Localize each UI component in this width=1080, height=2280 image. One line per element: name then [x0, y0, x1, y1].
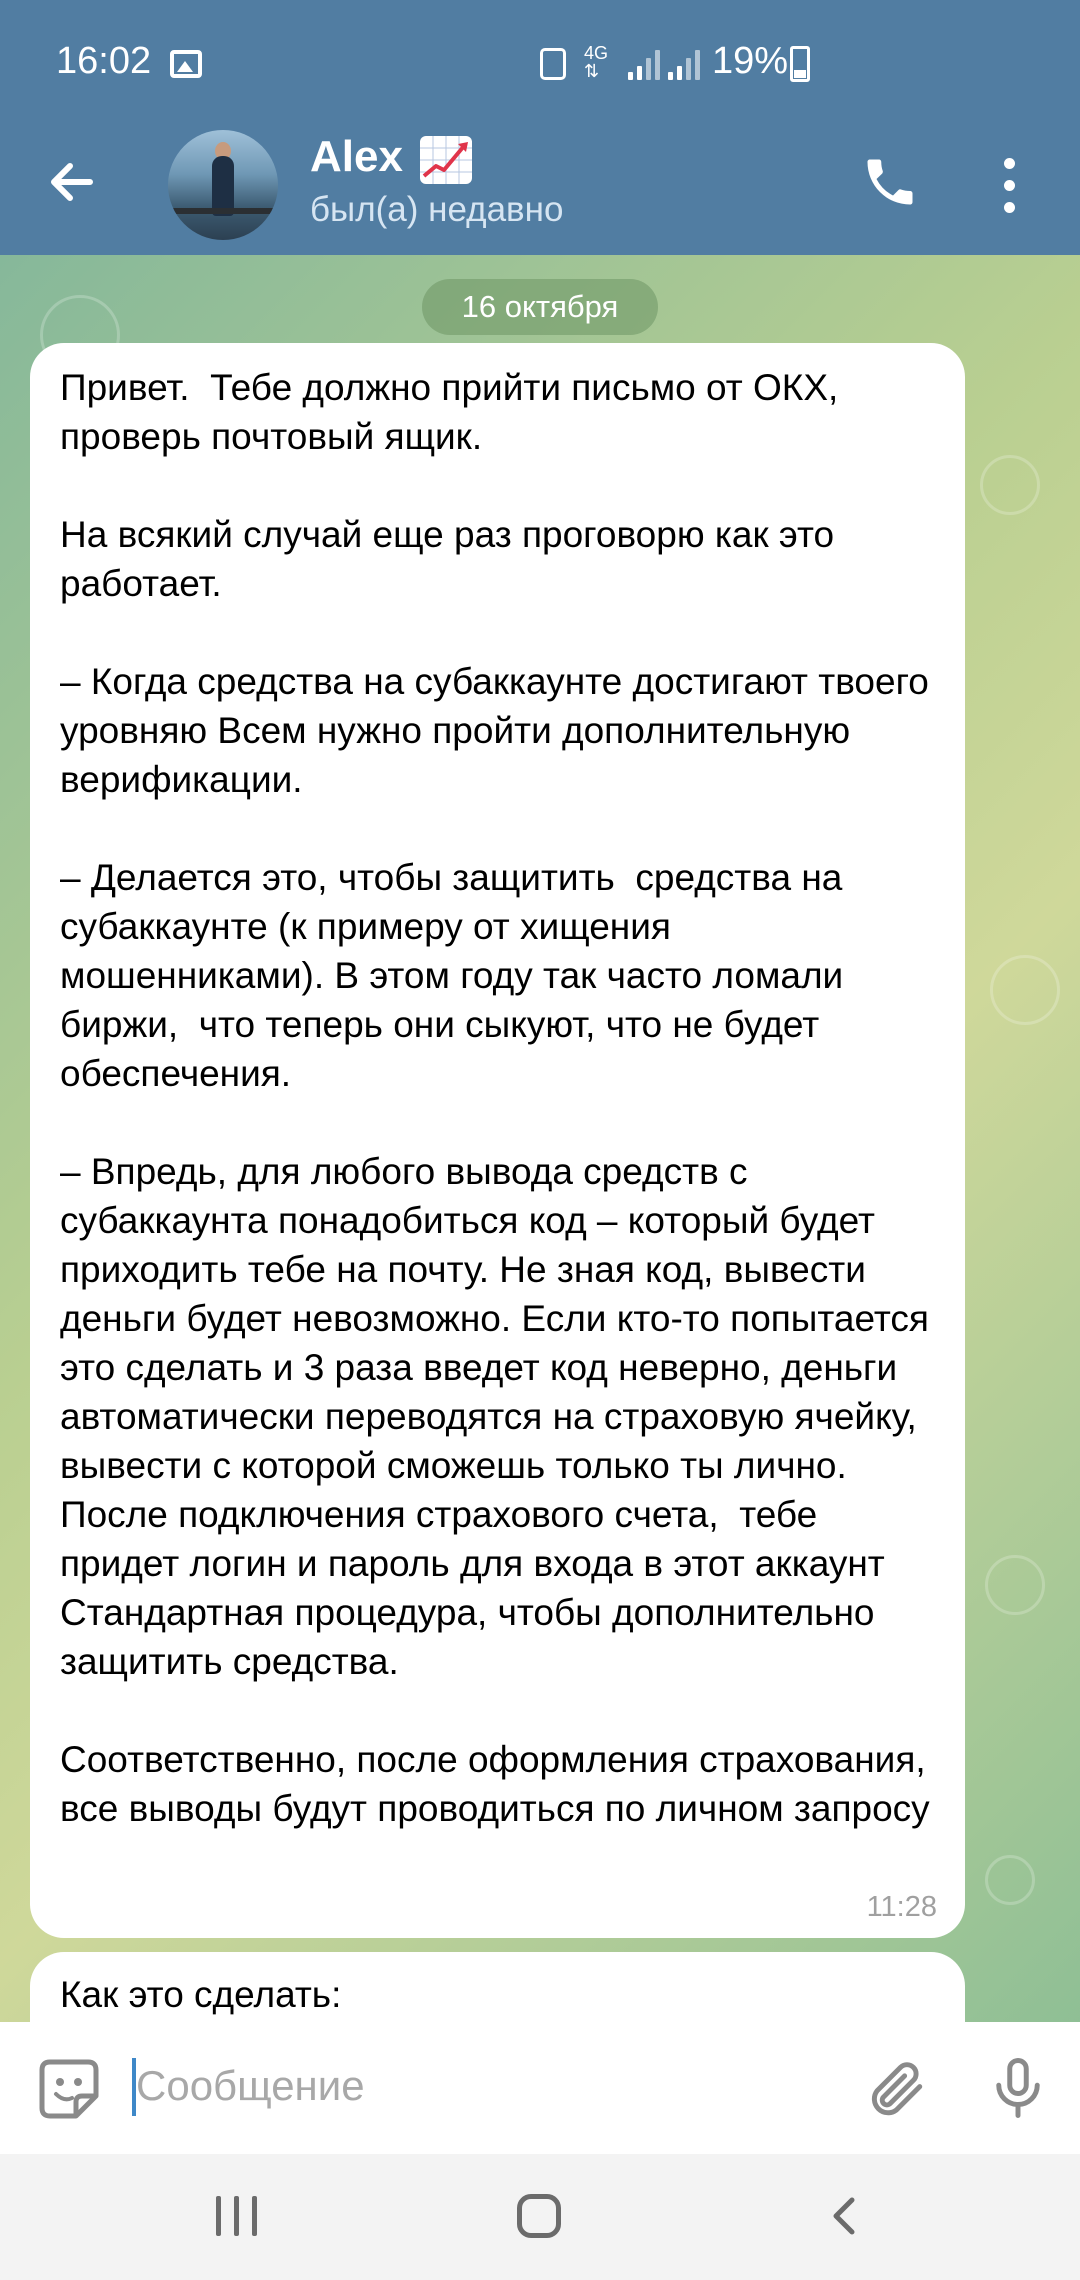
message-text: Как это сделать:	[60, 1974, 342, 2015]
wallpaper-doodle	[980, 455, 1040, 515]
status-bar	[0, 0, 1080, 130]
emoji-sticker-icon[interactable]	[36, 2056, 102, 2122]
avatar[interactable]	[168, 130, 278, 240]
contact-status: был(а) недавно	[310, 190, 564, 229]
message-input-bar	[0, 2022, 1080, 2154]
status-time: 16:02	[56, 40, 152, 82]
recent-apps-icon[interactable]	[216, 2196, 260, 2236]
gallery-icon	[170, 50, 202, 78]
message-text: Привет. Тебе должно прийти письмо от ОКХ, проверь почтовый ящик. На всякий случай еще раз проговорю как это работает. – Когда средства на субаккаунте достигают твоего уровняю Всем нужно пройти дополнительную верификации. – Делается это, чтобы защитить средства на субаккаунте (к примеру от хищения мошенниками). В этом году так часто ломали биржи, что теперь они сыкуют, что не будет обеспечения. – Впредь, для любого вывода средств с субаккаунта понадобиться код – который будет приходить тебе на почту. Не зная код, вывести деньги будет невозможно. Если кто-то попытается это сделать и 3 раза введет код неверно, деньги автоматически переводятся на страховую ячейку, вывести с которой сможешь только ты лично. После подключения страхового счета, тебе придет логин и пароль для входа в этот аккаунт Стандартная процедура, чтобы дополнительно защитить средства. Соответственно, после оформления страхования, все выводы будут проводиться по личном запросу	[60, 367, 930, 1829]
chat-header	[0, 130, 1080, 255]
wallpaper-doodle	[985, 1555, 1045, 1615]
message-time: 11:28	[866, 1891, 937, 1923]
chart-increasing-emoji-icon	[420, 136, 472, 184]
signal-icon	[668, 48, 704, 80]
date-separator: 16 октября	[422, 279, 658, 335]
microphone-icon[interactable]	[985, 2052, 1051, 2124]
chat-area[interactable]	[0, 255, 1080, 2022]
battery-charging-icon	[790, 46, 810, 82]
wallpaper-doodle	[990, 955, 1060, 1025]
contact-name[interactable]: Alex	[310, 132, 403, 181]
back-arrow-icon[interactable]	[42, 152, 102, 212]
battery-percent: 19%	[712, 40, 789, 82]
recycle-icon	[540, 48, 566, 80]
message-bubble[interactable]	[30, 1952, 965, 2022]
message-input[interactable]	[132, 2050, 832, 2126]
back-icon[interactable]	[822, 2192, 870, 2240]
signal-icon	[628, 48, 664, 80]
more-vertical-icon[interactable]	[1000, 156, 1020, 216]
system-nav-bar	[0, 2154, 1080, 2280]
message-bubble[interactable]	[30, 343, 965, 1938]
phone-icon[interactable]	[860, 152, 920, 212]
message-placeholder: Сообщение	[136, 2062, 365, 2109]
network-type-label: 4G ⇅	[584, 43, 609, 81]
home-icon[interactable]	[517, 2194, 561, 2238]
paperclip-icon[interactable]	[862, 2052, 928, 2124]
wallpaper-doodle	[985, 1855, 1035, 1905]
